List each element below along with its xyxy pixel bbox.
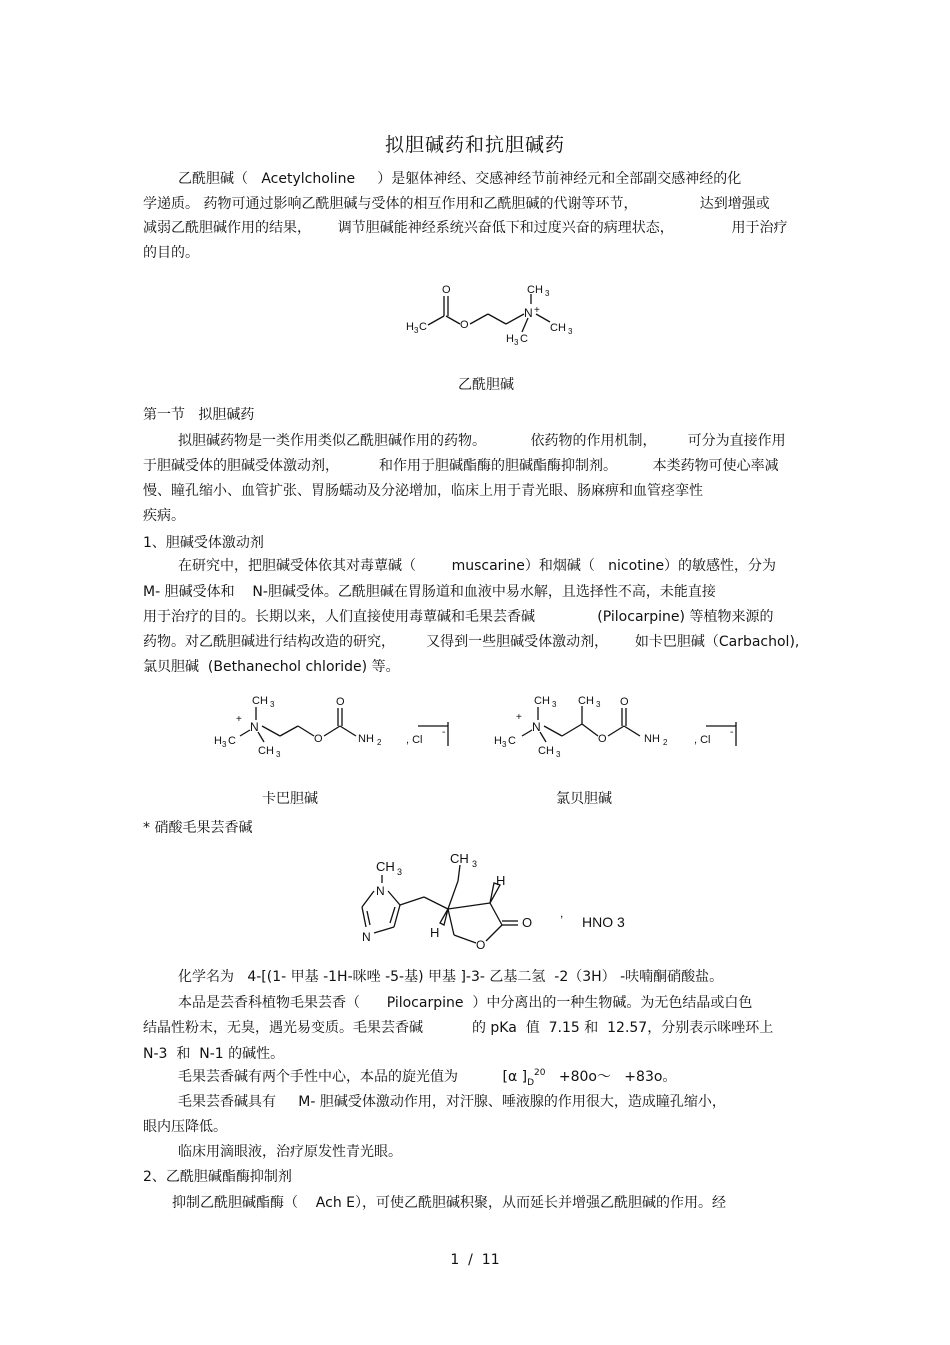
acetylcholine-caption: 乙酰胆碱: [458, 377, 514, 393]
svg-text:NH: NH: [358, 733, 374, 745]
svg-text:H: H: [430, 925, 440, 940]
svg-text:2: 2: [663, 738, 668, 747]
svg-text:3: 3: [472, 859, 478, 869]
svg-text:O: O: [442, 284, 451, 296]
pilocarpine-line: 眼内压降低。: [143, 1119, 227, 1135]
svg-text:O: O: [476, 938, 486, 952]
svg-text:,: ,: [560, 906, 564, 920]
svg-text:N: N: [524, 306, 533, 320]
svg-text:+: +: [516, 712, 522, 723]
svg-text:O: O: [460, 319, 469, 331]
svg-text:CH: CH: [534, 695, 550, 707]
carbachol-caption: 卡巴胆碱: [262, 791, 318, 807]
svg-text:3: 3: [222, 740, 227, 749]
section1-line: 拟胆碱药物是一类作用类似乙酰胆碱作用的药物。 依药物的作用机制， 可分为直接作用: [178, 433, 786, 449]
intro-line: 乙酰胆碱（ Acetylcholine ）是躯体神经、交感神经节前神经元和全部副交感神经的化: [178, 171, 742, 187]
svg-text:H: H: [494, 735, 502, 747]
bethanechol-caption: 氯贝胆碱: [556, 791, 612, 807]
pilocarpine-line: 本品是芸香科植物毛果芸香（ Pilocarpine ）中分离出的一种生物碱。为无色结晶或白色: [178, 995, 753, 1011]
svg-text:O: O: [598, 733, 607, 745]
svg-text:CH: CH: [538, 745, 554, 757]
svg-text:3: 3: [414, 326, 419, 335]
svg-text:O: O: [314, 733, 323, 745]
pilocarpine-salt: HNO 3: [582, 914, 625, 930]
subsection-heading: 1、胆碱受体激动剂: [143, 535, 264, 551]
pilocarpine-heading: * 硝酸毛果芸香碱: [143, 820, 253, 836]
rotation-prefix: 毛果芸香碱有两个手性中心，本品的旋光值为 [α ]: [178, 1069, 528, 1085]
svg-text:3: 3: [270, 700, 275, 709]
svg-text:C: C: [419, 321, 427, 333]
intro-line: 学递质。 药物可通过影响乙酰胆碱与受体的相互作用和乙酰胆碱的代谢等环节， 达到增强或: [143, 196, 770, 212]
rotation-sub: D: [527, 1078, 535, 1088]
section1-line: 于胆碱受体的胆碱受体激动剂， 和作用于胆碱酯酶的胆碱酯酶抑制剂。 本类药物可使心率减: [143, 458, 779, 474]
svg-text:N: N: [376, 884, 385, 898]
subsection1-line: 氯贝胆碱 (Bethanechol chloride) 等。: [143, 659, 400, 675]
bethanechol-structure: [488, 690, 748, 765]
svg-text:H: H: [406, 321, 414, 333]
subsection1-line: 用于治疗的目的。长期以来，人们直接使用毒蕈碱和毛果芸香碱 (Pilocarpine) 等植物来源的: [143, 609, 774, 625]
subsection1-line: 在研究中，把胆碱受体依其对毒蕈碱（ muscarine）和烟碱（ nicotine）的敏感性，分为: [178, 558, 777, 574]
svg-text:3: 3: [545, 289, 550, 298]
svg-text:3: 3: [568, 327, 573, 336]
acetylcholine-structure: [400, 280, 590, 350]
section-heading: 第一节 拟胆碱药: [143, 407, 255, 423]
svg-text:NH: NH: [644, 733, 660, 745]
svg-text:CH: CH: [550, 322, 566, 334]
svg-text:CH: CH: [450, 851, 469, 866]
rotation-sup: 20: [534, 1068, 546, 1078]
svg-text:N: N: [532, 720, 541, 734]
section1-line: 慢、瞳孔缩小、血管扩张、胃肠蠕动及分泌增加，临床上用于青光眼、肠麻痹和血管痉挛性: [143, 483, 703, 499]
svg-text:3: 3: [397, 867, 403, 877]
rotation-suffix: +80o～ +83o。: [545, 1069, 677, 1085]
subsection2-line: 抑制乙酰胆碱酯酶（ Ach E），可使乙酰胆碱积聚，从而延长并增强乙酰胆碱的作用。经: [172, 1195, 726, 1211]
svg-text:C: C: [508, 735, 516, 747]
svg-text:-: -: [442, 727, 446, 738]
svg-text:O: O: [522, 915, 533, 930]
pilocarpine-line: 毛果芸香碱具有 M- 胆碱受体激动作用，对汗腺、唾液腺的作用很大，造成瞳孔缩小，: [178, 1094, 726, 1110]
svg-text:CH: CH: [376, 859, 395, 874]
svg-text:-: -: [730, 727, 734, 738]
svg-text:3: 3: [552, 700, 557, 709]
intro-line: 的目的。: [143, 245, 199, 261]
page-title: 拟胆碱药和抗胆碱药: [384, 134, 565, 156]
subsection-heading: 2、乙酰胆碱酯酶抑制剂: [143, 1169, 292, 1185]
rotation-line: [178, 1068, 676, 1088]
pilocarpine-line: N-3 和 N-1 的碱性。: [143, 1046, 285, 1062]
pilocarpine-line: 临床用滴眼液，治疗原发性青光眼。: [178, 1144, 402, 1160]
svg-text:C: C: [228, 735, 236, 747]
svg-text:O: O: [336, 696, 345, 708]
svg-text:3: 3: [514, 338, 519, 347]
svg-text:, Cl: , Cl: [406, 734, 423, 746]
svg-text:3: 3: [556, 750, 561, 759]
svg-text:+: +: [236, 714, 242, 725]
subsection1-line: 药物。对乙酰胆碱进行结构改造的研究， 又得到一些胆碱受体激动剂， 如卡巴胆碱（Carbachol),: [143, 634, 800, 650]
svg-text:, Cl: , Cl: [694, 734, 711, 746]
svg-text:H: H: [214, 735, 222, 747]
pilocarpine-line: 化学名为 4-[(1- 甲基 -1H-咪唑 -5-基) 甲基 ]-3- 乙基二氢 -2（3H） -呋喃酮硝酸盐。: [178, 969, 724, 985]
svg-text:C: C: [520, 333, 528, 345]
svg-text:H: H: [496, 873, 506, 888]
svg-text:O: O: [620, 696, 629, 708]
svg-text:N: N: [250, 720, 259, 734]
pilocarpine-structure: [350, 845, 640, 955]
svg-text:3: 3: [596, 700, 601, 709]
svg-text:3: 3: [502, 740, 507, 749]
svg-text:2: 2: [377, 738, 382, 747]
intro-line: 减弱乙酰胆碱作用的结果， 调节胆碱能神经系统兴奋低下和过度兴奋的病理状态， 用于治疗: [143, 220, 788, 236]
section1-line: 疾病。: [143, 508, 185, 524]
subsection1-line: M- 胆碱受体和 N-胆碱受体。乙酰胆碱在胃肠道和血液中易水解，且选择性不高，未能直接: [143, 584, 716, 600]
svg-text:H: H: [506, 333, 514, 345]
svg-text:CH: CH: [258, 745, 274, 757]
page-number: 1 / 11: [450, 1252, 500, 1268]
carbachol-structure: [208, 690, 458, 765]
svg-text:N: N: [362, 930, 371, 944]
svg-text:CH: CH: [527, 284, 543, 296]
svg-text:CH: CH: [252, 695, 268, 707]
pilocarpine-line: 结晶性粉末，无臭，遇光易变质。毛果芸香碱 的 pKa 值 7.15 和 12.57，分别表示咪唑环上: [143, 1020, 774, 1036]
svg-text:CH: CH: [578, 695, 594, 707]
svg-text:+: +: [534, 305, 540, 316]
svg-text:3: 3: [276, 750, 281, 759]
